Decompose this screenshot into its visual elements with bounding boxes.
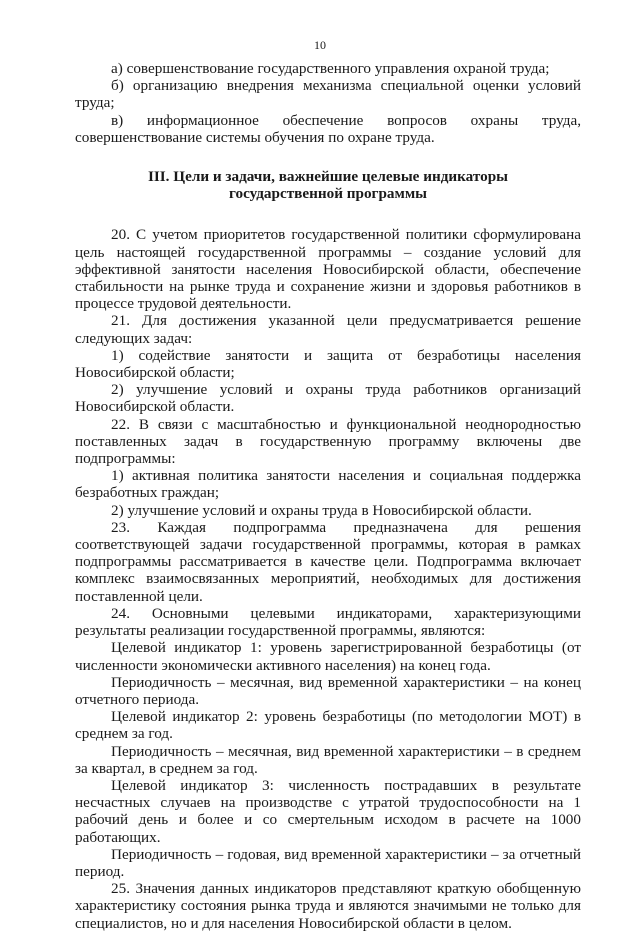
indicator-2-periodicity: Периодичность – месячная, вид временной характеристики – в среднем за квартал, в среднем за год.	[75, 742, 581, 777]
indicator-1-periodicity: Периодичность – месячная, вид временной характеристики – на конец отчетного периода.	[75, 673, 581, 708]
indicator-1: Целевой индикатор 1: уровень зарегистрированной безработицы (от численности экономически активного населения) на конец года.	[75, 639, 581, 674]
subprogram-2: 2) улучшение условий и охраны труда в Новосибирской области.	[111, 501, 532, 519]
paragraph-25: 25. Значения данных индикаторов представляют краткую обобщенную характеристику состояния рынка труда и являются значимыми не только для специалистов, но и для населения Новосибирской области в целом.	[75, 880, 581, 932]
task-1: 1) содействие занятости и защита от безработицы населения Новосибирской области;	[75, 346, 581, 382]
indicator-2: Целевой индикатор 2: уровень безработицы (по методологии МОТ) в среднем за год.	[75, 708, 581, 743]
section-heading: III. Цели и задачи, важнейшие целевые индикаторы государственной программы	[147, 168, 509, 203]
paragraph-21: 21. Для достижения указанной цели предусматривается решение следующих задач:	[75, 312, 581, 347]
paragraph-24: 24. Основными целевыми индикаторами, характеризующими результаты реализации государственной программы, являются:	[75, 604, 581, 640]
page-number: 10	[314, 38, 326, 52]
task-2: 2) улучшение условий и охраны труда работников организаций Новосибирской области.	[75, 381, 581, 416]
indicator-3-periodicity: Периодичность – годовая, вид временной характеристики – за отчетный период.	[75, 845, 581, 880]
list-item-a: а) совершенствование государственного управления охраной труда;	[111, 60, 550, 77]
paragraph-22: 22. В связи с масштабностью и функциональной неоднородностью поставленных задач в государственную программу включены две подпрограммы:	[75, 415, 581, 468]
list-item-b: б) организацию внедрения механизма специальной оценки условий труда;	[75, 77, 581, 112]
document-body	[75, 60, 581, 932]
subprogram-1: 1) активная политика занятости населения и социальная поддержка безработных граждан;	[75, 467, 581, 502]
paragraph-20: 20. С учетом приоритетов государственной политики сформулирована цель настоящей государственной программы – создание условий для эффективной занятости населения Новосибирской области, обеспечение стабильности на рынке труда и сохранение жизни и здоровья работников в процессе трудовой деятельности.	[75, 226, 581, 313]
paragraph-23: 23. Каждая подпрограмма предназначена для решения соответствующей задачи государственной программы, которая в рамках подпрограммы рассматривается в качестве цели. Подпрограмма включает комплекс взаимосвязанных мероприятий, необходимых для достижения поставленной цели.	[75, 518, 581, 605]
list-item-c: в) информационное обеспечение вопросов охраны труда, совершенствование системы обучения по охране труда.	[75, 111, 581, 146]
indicator-3: Целевой индикатор 3: численность пострадавших в результате несчастных случаев на производстве с утратой трудоспособности на 1 рабочий день и более и со смертельным исходом в расчете на 1000 работающих.	[75, 776, 581, 846]
